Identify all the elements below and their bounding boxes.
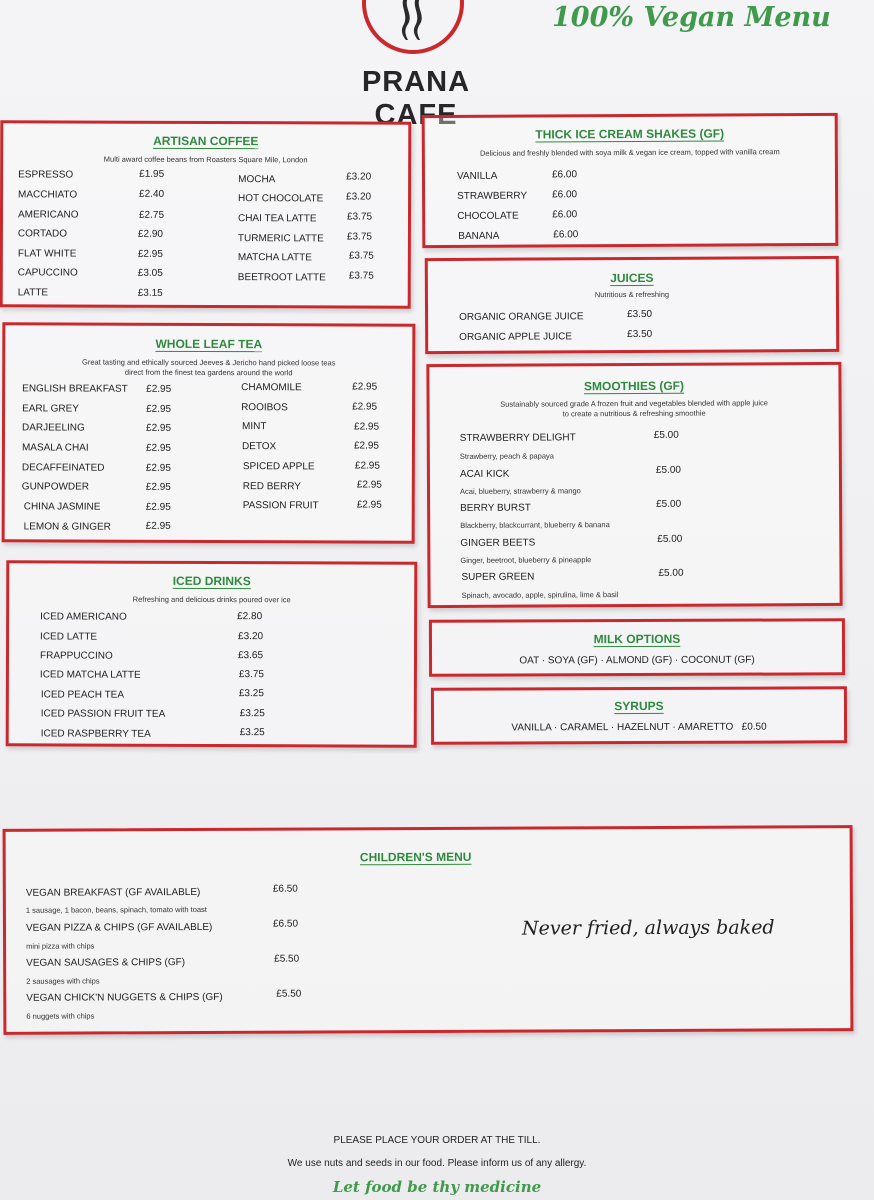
menu-item-price: £5.00 xyxy=(658,567,684,579)
menu-item-name: ROOIBOS xyxy=(241,402,288,414)
menu-item-name: ICED MATCHA LATTE xyxy=(39,669,141,681)
menu-item-name: ORGANIC APPLE JUICE xyxy=(459,331,573,343)
menu-item-description: Spinach, avocado, apple, spirulina, lime & basil xyxy=(461,590,619,600)
menu-item-price: £6.00 xyxy=(551,169,578,181)
section-title: JUICES xyxy=(610,270,654,286)
menu-item-price: £6.00 xyxy=(552,209,578,221)
menu-item-name: STRAWBERRY DELIGHT xyxy=(459,432,576,444)
menu-item-price: £6.50 xyxy=(272,883,298,895)
menu-item-price: £2.75 xyxy=(138,209,165,221)
menu-item-price: £2.95 xyxy=(354,421,380,433)
menu-item-name: DARJEELING xyxy=(21,422,85,434)
menu-item-name: DECAFFEINATED xyxy=(21,462,105,474)
menu-item-price: £2.95 xyxy=(145,442,171,454)
section-title: MILK OPTIONS xyxy=(593,631,681,647)
menu-item-name: BEETROOT LATTE xyxy=(237,272,326,284)
menu-item-name: VEGAN CHICK'N NUGGETS & CHIPS (GF) xyxy=(26,991,223,1004)
syrups-section xyxy=(431,686,847,744)
menu-item-price: £3.25 xyxy=(239,727,265,739)
menu-item-name: CHOCOLATE xyxy=(457,210,519,222)
menu-item-price: £3.75 xyxy=(346,231,372,243)
menu-item-price: £3.20 xyxy=(346,191,372,203)
menu-item-name: VANILLA xyxy=(456,170,498,182)
menu-item-price: £2.95 xyxy=(145,422,172,434)
menu-item-description: 2 sausages with chips xyxy=(26,976,100,986)
menu-item-description: 6 nuggets with chips xyxy=(26,1011,95,1021)
section-subtitle: Multi award coffee beans from Roasters Square Mile, London xyxy=(103,154,308,165)
menu-item-price: £6.00 xyxy=(552,189,578,201)
milk-options-list: OAT · SOYA (GF) · ALMOND (GF) · COCONUT (GF) xyxy=(519,654,755,667)
menu-item-price: £5.00 xyxy=(656,498,682,510)
iced-drinks-section xyxy=(6,560,418,747)
menu-item-name: VEGAN PIZZA & CHIPS (GF AVAILABLE) xyxy=(25,921,213,934)
menu-item-price: £3.05 xyxy=(137,267,163,279)
section-title: ARTISAN COFFEE xyxy=(153,133,259,149)
menu-item-price: £5.50 xyxy=(274,953,300,965)
menu-item-name: MASALA CHAI xyxy=(21,442,89,454)
menu-item-name: STRAWBERRY xyxy=(457,190,528,202)
menu-item-name: GUNPOWDER xyxy=(21,481,90,493)
menu-item-description: Ginger, beetroot, blueberry & pineapple xyxy=(460,555,592,565)
menu-item-price: £2.95 xyxy=(145,462,171,474)
menu-item-name: MATCHA LATTE xyxy=(237,252,312,264)
menu-item-price: £2.95 xyxy=(352,381,378,393)
menu-item-price: £5.00 xyxy=(657,533,683,545)
section-title: SMOOTHIES (GF) xyxy=(583,378,685,394)
section-title: ICED DRINKS xyxy=(172,573,251,589)
menu-item-name: CHINA JASMINE xyxy=(23,501,101,513)
menu-item-price: £5.50 xyxy=(276,988,302,1000)
menu-item-name: ORGANIC ORANGE JUICE xyxy=(459,311,584,323)
menu-item-price: £2.90 xyxy=(137,228,163,240)
menu-item-name: LEMON & GINGER xyxy=(23,521,111,533)
menu-item-price: £5.00 xyxy=(653,429,679,441)
menu-item-price: £2.95 xyxy=(353,440,380,452)
menu-item-price: £2.80 xyxy=(237,611,263,623)
menu-item-name: SUPER GREEN xyxy=(461,571,535,583)
menu-item-name: MOCHA xyxy=(238,174,276,186)
shakes-section xyxy=(422,113,839,248)
menu-item-price: £3.75 xyxy=(348,250,374,262)
menu-item-price: £2.40 xyxy=(139,188,165,200)
menu-item-description: Acai, blueberry, strawberry & mango xyxy=(460,486,581,496)
steam-logo-icon xyxy=(396,0,430,40)
menu-item-price: £3.75 xyxy=(238,669,264,681)
menu-item-price: £3.20 xyxy=(238,631,264,643)
section-title: SYRUPS xyxy=(614,698,664,714)
menu-item-price: £2.95 xyxy=(137,248,163,260)
menu-item-name: EARL GREY xyxy=(22,403,79,415)
section-title: WHOLE LEAF TEA xyxy=(155,336,263,352)
section-subtitle: Sustainably sourced grade A frozen fruit and vegetables blended with apple juice xyxy=(500,398,768,409)
tea-section xyxy=(2,322,416,543)
footer-slogan: Let food be thy medicine xyxy=(332,1178,542,1196)
cafe-name: PRANA CAFE xyxy=(361,66,471,131)
menu-item-name: CAPUCCINO xyxy=(17,267,78,279)
section-subtitle: Refreshing and delicious drinks poured over ice xyxy=(132,594,291,605)
section-subtitle: Nutritious & refreshing xyxy=(594,289,670,300)
syrups-list: VANILLA · CARAMEL · HAZELNUT · AMARETTO £0.50 xyxy=(511,721,767,734)
section-subtitle: direct from the finest tea gardens around the world xyxy=(124,367,293,378)
menu-item-price: £3.15 xyxy=(137,287,163,299)
menu-item-price: £3.25 xyxy=(239,708,265,720)
section-subtitle: Great tasting and ethically sourced Jeeves & Jericho hand picked loose teas xyxy=(81,357,336,368)
menu-item-price: £3.20 xyxy=(346,171,372,183)
menu-item-price: £2.95 xyxy=(145,481,171,493)
menu-item-price: £2.95 xyxy=(354,460,380,472)
menu-item-name: MACCHIATO xyxy=(18,189,78,201)
menu-item-name: AMERICANO xyxy=(17,209,79,221)
menu-item-price: £3.50 xyxy=(627,308,653,321)
smoothies-section xyxy=(426,362,842,608)
menu-item-name: CORTADO xyxy=(17,228,68,240)
allergy-notice: We use nuts and seeds in our food. Please inform us of any allergy. xyxy=(287,1158,587,1169)
menu-item-name: FRAPPUCCINO xyxy=(39,650,113,662)
menu-item-name: ACAI KICK xyxy=(459,468,510,480)
menu-item-name: ICED LATTE xyxy=(40,631,98,643)
menu-item-name: BERRY BURST xyxy=(460,502,531,514)
menu-item-name: PASSION FRUIT xyxy=(242,500,319,512)
menu-item-price: £6.00 xyxy=(553,229,579,241)
menu-item-name: VEGAN BREAKFAST (GF AVAILABLE) xyxy=(25,886,201,899)
menu-item-name: GINGER BEETS xyxy=(460,537,536,549)
menu-item-price: £5.00 xyxy=(655,464,681,476)
menu-item-name: MINT xyxy=(242,421,267,433)
menu-item-description: 1 sausage, 1 bacon, beans, spinach, tomato with toast xyxy=(25,904,207,915)
menu-item-name: BANANA xyxy=(458,230,500,242)
coffee-section xyxy=(0,120,411,308)
menu-item-name: CHAI TEA LATTE xyxy=(237,213,317,225)
menu-item-price: £2.95 xyxy=(145,501,171,513)
menu-item-price: £1.95 xyxy=(139,168,165,180)
menu-item-name: SPICED APPLE xyxy=(242,461,315,473)
menu-item-price: £2.95 xyxy=(145,520,171,532)
section-subtitle: to create a nutritious & refreshing smoothie xyxy=(562,408,706,419)
menu-item-name: VEGAN SAUSAGES & CHIPS (GF) xyxy=(26,957,186,969)
menu-item-price: £3.65 xyxy=(237,650,264,662)
menu-item-price: £2.95 xyxy=(146,403,172,415)
menu-item-name: FLAT WHITE xyxy=(17,248,77,260)
menu-tagline: 100% Vegan Menu xyxy=(552,2,831,33)
section-subtitle: Delicious and freshly blended with soya milk & vegan ice cream, topped with vanilla cream xyxy=(479,147,780,158)
menu-item-name: ESPRESSO xyxy=(18,169,74,181)
menu-item-description: Blackberry, blackcurrant, blueberry & banana xyxy=(460,520,610,530)
menu-item-price: £3.75 xyxy=(348,270,374,282)
menu-item-price: £2.95 xyxy=(352,401,378,413)
baked-note: Never fried, always baked xyxy=(521,916,775,940)
menu-item-price: £2.95 xyxy=(356,499,382,511)
menu-item-price: £3.75 xyxy=(346,211,373,223)
menu-item-name: ICED AMERICANO xyxy=(40,611,127,623)
order-notice: PLEASE PLACE YOUR ORDER AT THE TILL. xyxy=(333,1135,541,1146)
section-title: THICK ICE CREAM SHAKES (GF) xyxy=(535,126,725,142)
logo xyxy=(362,0,464,54)
menu-item-price: £2.95 xyxy=(356,479,382,491)
menu-item-name: RED BERRY xyxy=(242,481,302,493)
section-title: CHILDREN'S MENU xyxy=(359,849,472,865)
menu-item-name: DETOX xyxy=(241,441,277,453)
menu-item-price: £3.25 xyxy=(238,688,264,700)
menu-item-price: £3.50 xyxy=(627,328,653,341)
menu-item-description: Strawberry, peach & papaya xyxy=(459,451,554,461)
menu-item-name: ENGLISH BREAKFAST xyxy=(22,383,128,395)
menu-item-name: ICED PEACH TEA xyxy=(40,689,125,701)
menu-item-name: CHAMOMILE xyxy=(241,382,302,394)
menu-item-name: HOT CHOCOLATE xyxy=(238,193,324,205)
juices-section xyxy=(425,256,839,354)
menu-item-price: £2.95 xyxy=(146,383,172,395)
menu-item-description: mini pizza with chips xyxy=(26,941,95,951)
menu-item-price: £6.50 xyxy=(272,918,299,930)
milk-options-section xyxy=(429,618,845,676)
menu-item-name: ICED RASPBERRY TEA xyxy=(40,728,151,740)
childrens-menu-section xyxy=(3,825,854,1035)
menu-item-name: TURMERIC LATTE xyxy=(237,233,324,245)
menu-item-name: LATTE xyxy=(17,287,49,299)
menu-item-name: ICED PASSION FRUIT TEA xyxy=(40,708,166,720)
